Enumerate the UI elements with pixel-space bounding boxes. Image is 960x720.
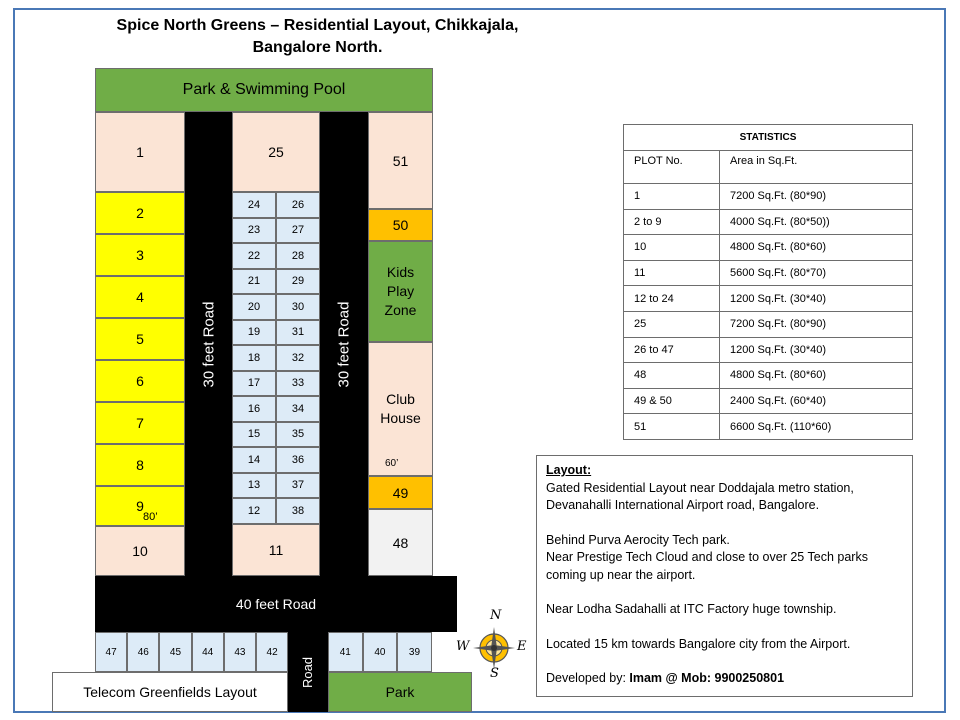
stats-plot-no: 51: [624, 414, 720, 440]
stats-row: [624, 209, 913, 235]
compass-e: E: [517, 639, 527, 654]
page-title: [60, 15, 575, 59]
stats-header-area: Area in Sq.Ft.: [720, 151, 913, 184]
stats-row: [624, 388, 913, 414]
plot-11: 11: [232, 524, 320, 576]
plot-9: [95, 486, 185, 526]
stats-area: 7200 Sq.Ft. (80*90): [720, 184, 913, 210]
compass: [456, 608, 530, 682]
stats-area: 1200 Sq.Ft. (30*40): [720, 337, 913, 363]
stats-plot-no: 48: [624, 363, 720, 389]
plot-41: 41: [328, 632, 363, 672]
park-bottom: Park: [328, 672, 472, 712]
stats-header-plot: PLOT No.: [624, 151, 720, 184]
plot-46: 46: [127, 632, 159, 672]
club-house-label: Club House: [380, 391, 421, 426]
club-house: [368, 342, 433, 476]
plot-1: 1: [95, 112, 185, 192]
plot-5: 5: [95, 318, 185, 360]
plot-34: 34: [276, 396, 320, 422]
plot-3: 3: [95, 234, 185, 276]
compass-s: S: [490, 666, 499, 681]
plot-42: 42: [256, 632, 288, 672]
stats-plot-no: 12 to 24: [624, 286, 720, 312]
layout-line-5: coming up near the airport.: [546, 567, 696, 582]
plot-8: 8: [95, 444, 185, 486]
plot-50: 50: [368, 209, 433, 241]
layout-info-box: [536, 455, 913, 697]
plot-17: 17: [232, 371, 276, 397]
plot-44: 44: [192, 632, 224, 672]
plot-36: 36: [276, 447, 320, 473]
plot-6: 6: [95, 360, 185, 402]
layout-line-2: Devanahalli International Airport road, Bangalore.: [546, 498, 820, 512]
plot-10: 10: [95, 526, 185, 576]
plot-9-label: 9: [136, 498, 144, 514]
plot-18: 18: [232, 345, 276, 371]
developer-label: Developed by:: [546, 671, 630, 685]
stats-area: 6600 Sq.Ft. (110*60): [720, 414, 913, 440]
stats-row: [624, 286, 913, 312]
stats-area: 4000 Sq.Ft. (80*50)): [720, 209, 913, 235]
plot-23: 23: [232, 218, 276, 244]
plot-30: 30: [276, 294, 320, 320]
plot-19: 19: [232, 320, 276, 346]
stats-plot-no: 2 to 9: [624, 209, 720, 235]
plot-2: 2: [95, 192, 185, 234]
plot-13: 13: [232, 473, 276, 499]
plot-33: 33: [276, 371, 320, 397]
plot-22: 22: [232, 243, 276, 269]
plot-38: 38: [276, 498, 320, 524]
plot-49: 49: [368, 476, 433, 509]
plot-43: 43: [224, 632, 256, 672]
road-left-30ft: [185, 112, 232, 576]
plot-28: 28: [276, 243, 320, 269]
stats-row: [624, 311, 913, 337]
plot-4: 4: [95, 276, 185, 318]
plot-20: 20: [232, 294, 276, 320]
plot-31: 31: [276, 320, 320, 346]
layout-line-6: Near Lodha Sadahalli at ITC Factory huge township.: [546, 602, 837, 616]
compass-w: W: [456, 639, 470, 654]
road-small: [288, 632, 328, 712]
stats-row: [624, 414, 913, 440]
layout-line-4: Near Prestige Tech Cloud and close to over 25 Tech parks: [546, 550, 868, 564]
stats-row: [624, 184, 913, 210]
stats-plot-no: 10: [624, 235, 720, 261]
plot-48: 48: [368, 509, 433, 576]
road-middle-30ft: [320, 112, 368, 576]
plot-39: 39: [397, 632, 432, 672]
stats-plot-no: 49 & 50: [624, 388, 720, 414]
stats-row: [624, 337, 913, 363]
kids-play-zone-label: Kids Play Zone: [384, 264, 417, 318]
plot-45: 45: [159, 632, 191, 672]
stats-plot-no: 25: [624, 311, 720, 337]
stats-area: 2400 Sq.Ft. (60*40): [720, 388, 913, 414]
plot-47: 47: [95, 632, 127, 672]
plot-12: 12: [232, 498, 276, 524]
road-middle-label: 30 feet Road: [335, 301, 353, 387]
plot-25: 25: [232, 112, 320, 192]
plot-29: 29: [276, 269, 320, 295]
plot-35: 35: [276, 422, 320, 448]
road-bottom-40ft: 40 feet Road: [95, 576, 457, 632]
dimension-60: 60’: [385, 458, 399, 469]
stats-area: 4800 Sq.Ft. (80*60): [720, 363, 913, 389]
dimension-80: 80’: [143, 511, 158, 523]
plot-24: 24: [232, 192, 276, 218]
compass-n: N: [490, 608, 502, 623]
kids-play-zone: [368, 241, 433, 342]
developer-name: Imam @ Mob: 9900250801: [629, 671, 785, 685]
stats-plot-no: 11: [624, 260, 720, 286]
plot-16: 16: [232, 396, 276, 422]
plot-51: 51: [368, 112, 433, 209]
stats-row: [624, 260, 913, 286]
stats-area: 1200 Sq.Ft. (30*40): [720, 286, 913, 312]
layout-heading: Layout:: [546, 463, 592, 477]
stats-plot-no: 1: [624, 184, 720, 210]
plot-27: 27: [276, 218, 320, 244]
road-left-label: 30 feet Road: [200, 301, 217, 387]
park-swimming-pool: Park & Swimming Pool: [95, 68, 433, 112]
stats-area: 5600 Sq.Ft. (80*70): [720, 260, 913, 286]
plot-32: 32: [276, 345, 320, 371]
plot-14: 14: [232, 447, 276, 473]
stats-area: 7200 Sq.Ft. (80*90): [720, 311, 913, 337]
plot-26: 26: [276, 192, 320, 218]
stats-plot-no: 26 to 47: [624, 337, 720, 363]
telecom-greenfields-layout: Telecom Greenfields Layout: [52, 672, 288, 712]
title-line-1: Spice North Greens – Residential Layout, Chikkajala,: [116, 17, 519, 34]
statistics-title: STATISTICS: [624, 125, 913, 151]
stats-row: [624, 235, 913, 261]
plot-7: 7: [95, 402, 185, 444]
plot-15: 15: [232, 422, 276, 448]
plot-37: 37: [276, 473, 320, 499]
stats-area: 4800 Sq.Ft. (80*60): [720, 235, 913, 261]
road-small-label: Road: [300, 656, 316, 688]
layout-line-1: Gated Residential Layout near Doddajala metro station,: [546, 480, 854, 495]
title-line-2: Bangalore North.: [252, 39, 383, 56]
layout-developer: [546, 670, 903, 688]
layout-line-7: Located 15 km towards Bangalore city from the Airport.: [546, 636, 851, 651]
layout-line-3: Behind Purva Aerocity Tech park.: [546, 532, 730, 547]
plot-21: 21: [232, 269, 276, 295]
stats-row: [624, 363, 913, 389]
plot-40: 40: [363, 632, 398, 672]
statistics-table: [623, 124, 913, 440]
